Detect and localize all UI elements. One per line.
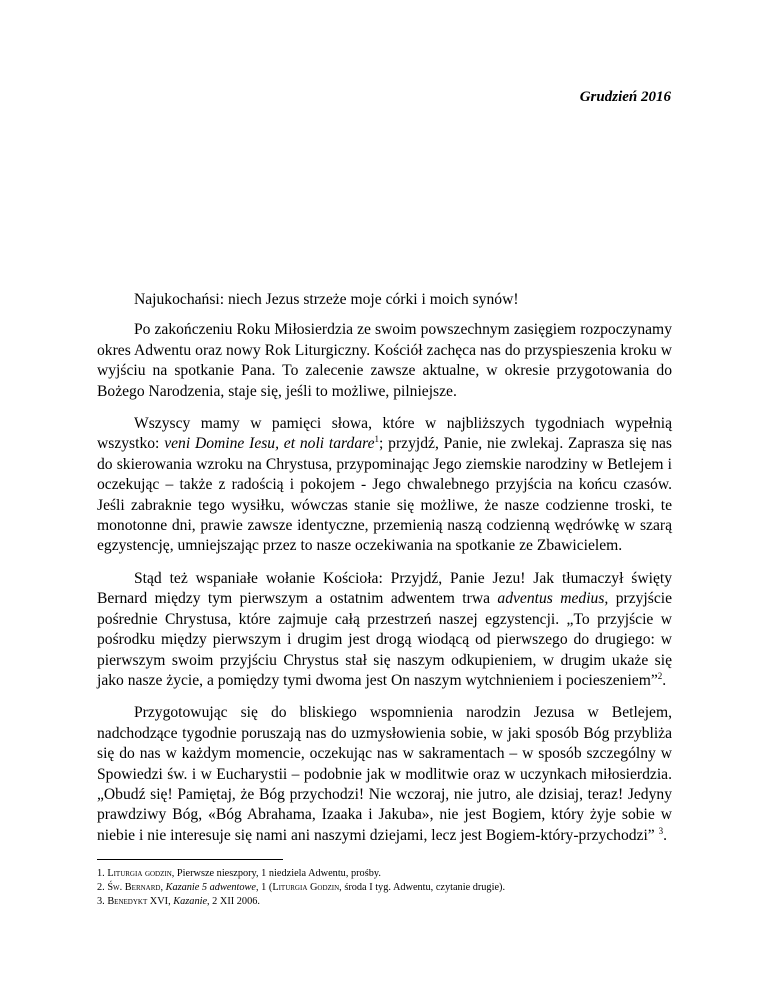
footnote-3: 3. Benedykt XVI, Kazanie, 2 XII 2006. <box>97 895 260 907</box>
letter-date: Grudzień 2016 <box>579 89 671 105</box>
latin-phrase: veni Domine Iesu, et noli tardare <box>164 435 375 453</box>
paragraph-3: Stąd też wspaniałe wołanie Kościoła: Przyjdź, Panie Jezu! Jak tłumaczył święty Bernard między tym pierwszym a ostatnim adwentem trwa adventus medius, przyjście pośrednie Chrystusa, które zajmuje całą przestrzeń naszej egzystencji. „To przyjście w pośrodku między pierwszym i drugim jest drogą wiodącą od pierwszego do drugiego: w pierwszym swoim przyjściu Chrystus stał się naszym odkupieniem, w drugim ukaże się jako nasze życie, a pomiędzy tymi dwoma jest On naszym wytchnieniem i pocieszeniem”$^2$. <box>97 569 672 689</box>
paragraph-1: Po zakończeniu Roku Miłosierdzia ze swoim powszechnym zasięgiem rozpoczynamy okres Adwentu oraz nowy Rok Liturgiczny. Kościół zachęca nas do przyspieszenia kroku w wyjściu na spotkanie Pana. To zalecenie zawsze aktualne, w okresie przygotowania do Bożego Narodzenia, staje się, jeśli to możliwe, pilniejsze. <box>97 321 672 400</box>
footnotes <box>97 867 505 908</box>
paragraph-2: Wszyscy mamy w pamięci słowa, które w najbliższych tygodniach wypełnią wszystko: veni Domine Iesu, et noli tardare$^1$; przyjdź, Panie, nie zwlekaj. Zaprasza się nas do skierowania wzroku na Chrystusa, przypominając Jego ziemskie narodziny w Betlejem i oczekując – także z radością i pokojem - Jego chwalebnego przyjścia na końcu czasów. Jeśli zabraknie tego wysiłku, wówczas stanie się możliwe, że nasze codzienne troski, te monotonne dni, prawie zawsze identyczne, przemienią naszą codzienną wędrówkę w szarą egzystencję, umniejszając przez to nasze oczekiwania na spotkanie ze Zbawicielem. <box>97 415 672 555</box>
footnote-ref-1: 1 <box>374 434 380 445</box>
footnote-1: 1. Liturgia godzin, Pierwsze nieszpory, 1 niedziela Adwentu, prośby. <box>97 868 381 879</box>
paragraph-4: Przygotowując się do bliskiego wspomnienia narodzin Jezusa w Betlejem, nadchodzące tygodnie poruszają nas do uzmysłowienia sobie, w jaki sposób Bóg przybliża się do nas w każdym momencie, oczekując nas w sakramentach – w sposób szczególny w Spowiedzi św. i w Eucharystii – podobnie jak w modlitwie oraz w uczynkach miłosierdzia. „Obudź się! Pamiętaj, że Bóg przychodzi! Nie wczoraj, nie jutro, ale dzisiaj, teraz! Jedyny prawdziwy Bóg, «Bóg Abrahama, Izaaka i Jakuba», nie jest Bogiem, który żyje sobie w niebie i nie interesuje się nami ani naszymi dziejami, lecz jest Bogiem-który-przychodzi” $^3$. <box>97 704 672 844</box>
latin-phrase: adventus medius, <box>497 590 609 608</box>
footnote-2: 2. Św. Bernard, Kazanie 5 adwentowe, 1 (Liturgia Godzin, środa I tyg. Adwentu, czytanie drugie). <box>97 881 506 893</box>
footnote-ref-3: 3 <box>658 825 664 836</box>
greeting: Najukochańsi: niech Jezus strzeże moje córki i moich synów! <box>134 291 519 308</box>
letter-body <box>97 290 672 858</box>
footnote-separator <box>97 859 283 860</box>
footnote-ref-2: 2 <box>657 670 663 681</box>
